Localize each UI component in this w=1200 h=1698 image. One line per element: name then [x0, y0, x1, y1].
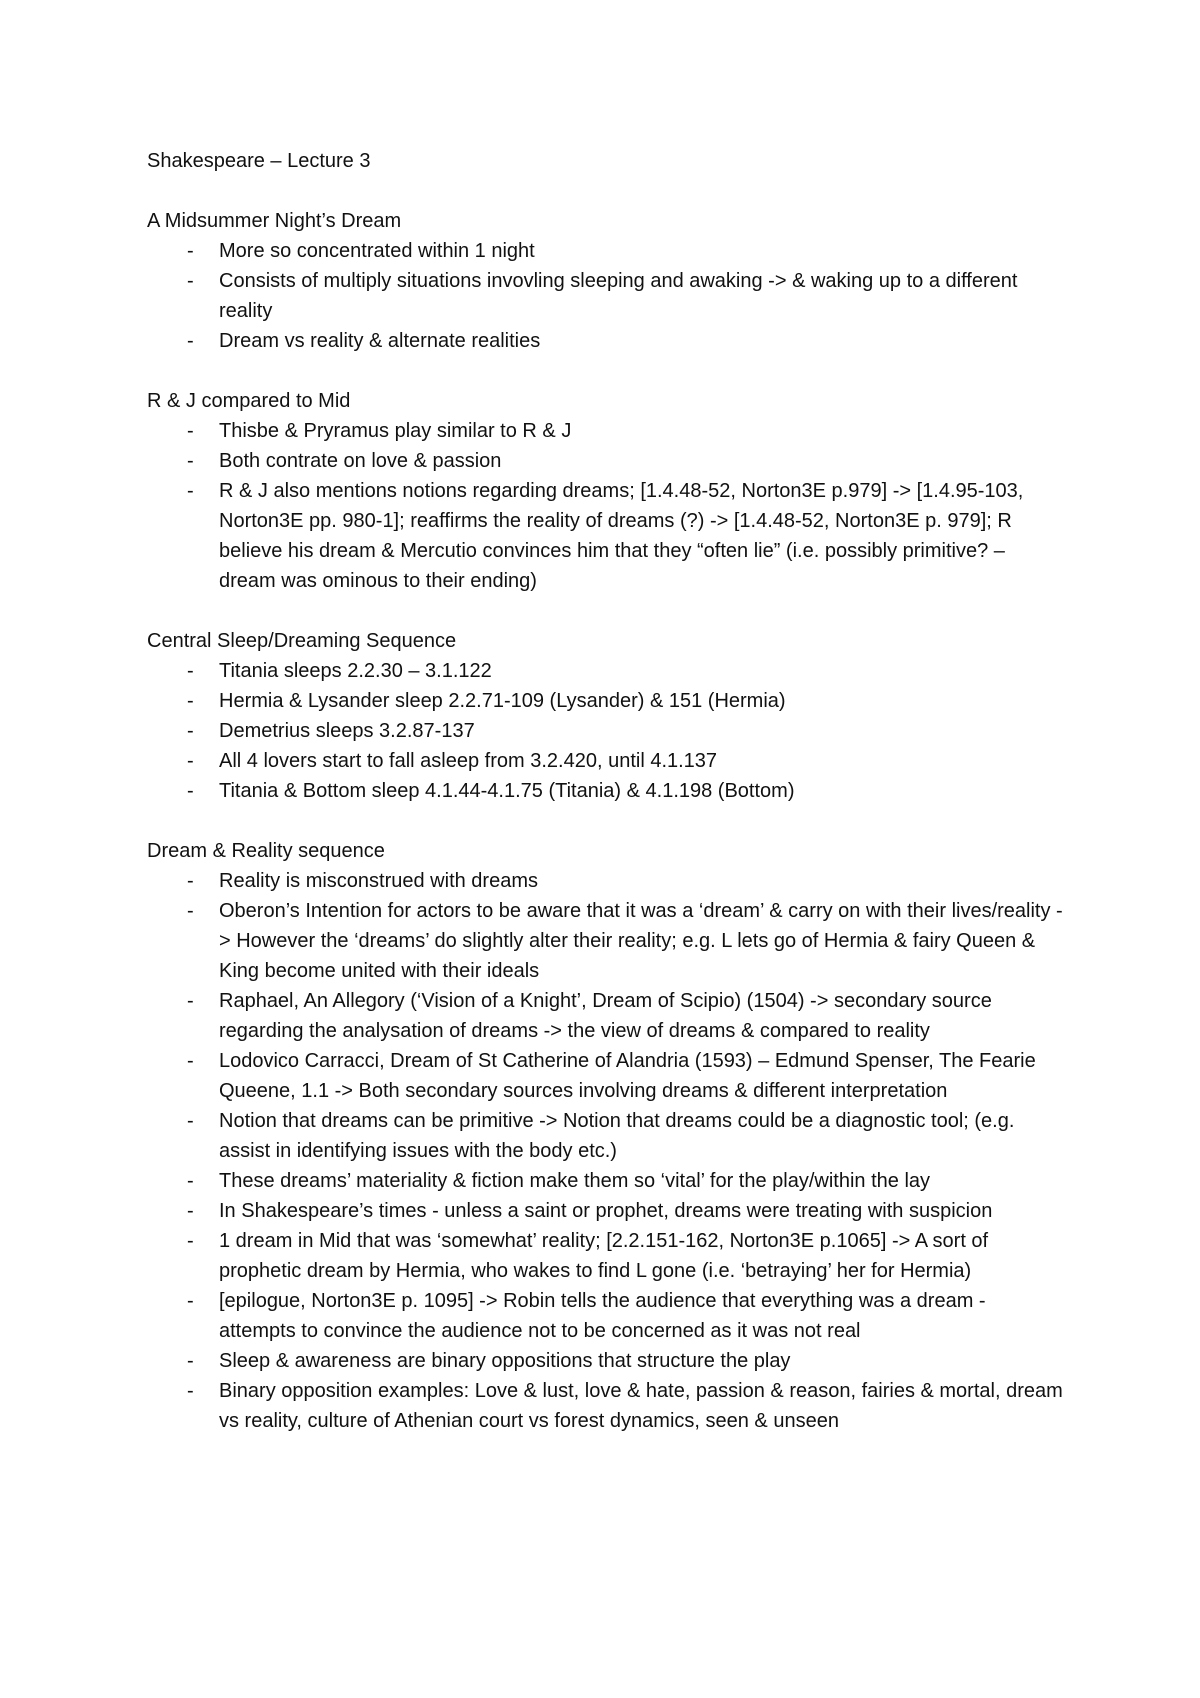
- list-item: [147, 746, 1067, 776]
- bullet-dash: -: [187, 240, 194, 262]
- bullet-list: [147, 656, 1067, 806]
- list-item: [147, 236, 1067, 266]
- list-item: [147, 1226, 1067, 1286]
- list-item: [147, 1196, 1067, 1226]
- list-item: [147, 446, 1067, 476]
- bullet-dash: -: [187, 720, 194, 742]
- list-item: [147, 1166, 1067, 1196]
- bullet-dash: -: [187, 780, 194, 802]
- list-item-text: Titania & Bottom sleep 4.1.44-4.1.75 (Titania) & 4.1.198 (Bottom): [219, 780, 795, 802]
- section-heading: Central Sleep/Dreaming Sequence: [147, 630, 457, 652]
- bullet-dash: -: [187, 1290, 194, 1312]
- bullet-dash: -: [187, 1110, 194, 1132]
- bullet-dash: -: [187, 1230, 194, 1252]
- list-item-text: 1 dream in Mid that was ‘somewhat’ reality; [2.2.151-162, Norton3E p.1065] -> A sort of prophetic dream by Hermia, who wakes to find L gone (i.e. ‘betraying’ her for Hermia): [219, 1230, 989, 1282]
- bullet-list: [147, 236, 1067, 356]
- list-item-text: Titania sleeps 2.2.30 – 3.1.122: [219, 660, 492, 682]
- list-item-text: Hermia & Lysander sleep 2.2.71-109 (Lysander) & 151 (Hermia): [219, 690, 786, 712]
- bullet-dash: -: [187, 480, 194, 502]
- bullet-dash: -: [187, 420, 194, 442]
- bullet-dash: -: [187, 1170, 194, 1192]
- list-item: [147, 416, 1067, 446]
- bullet-dash: -: [187, 690, 194, 712]
- bullet-dash: -: [187, 1050, 194, 1072]
- document-page: [147, 146, 1067, 1436]
- bullet-dash: -: [187, 270, 194, 292]
- list-item-text: All 4 lovers start to fall asleep from 3.2.420, until 4.1.137: [219, 750, 718, 772]
- bullet-list: [147, 866, 1067, 1436]
- bullet-dash: -: [187, 1380, 194, 1402]
- list-item: [147, 896, 1067, 986]
- list-item-text: Dream vs reality & alternate realities: [219, 330, 541, 352]
- list-item-text: [epilogue, Norton3E p. 1095] -> Robin tells the audience that everything was a dream - attempts to convince the audience not to be concerned as it was not real: [219, 1290, 986, 1342]
- list-item-text: In Shakespeare’s times - unless a saint or prophet, dreams were treating with suspicion: [219, 1200, 993, 1222]
- list-item: [147, 866, 1067, 896]
- list-item-text: R & J also mentions notions regarding dreams; [1.4.48-52, Norton3E p.979] -> [1.4.95-103, Norton3E pp. 980-1]; reaffirms the reality of dreams (?) -> [1.4.48-52, Norton3E p. 979]; R believe his dream & Mercutio convinces him that they “often lie” (i.e. possibly primitive? – dream was ominous to their ending): [219, 480, 1024, 592]
- list-item-text: Oberon’s Intention for actors to be aware that it was a ‘dream’ & carry on with their lives/reality -> However the ‘dreams’ do slightly alter their reality; e.g. L lets go of Hermia & fairy Queen & King become united with their ideals: [219, 900, 1063, 982]
- bullet-dash: -: [187, 450, 194, 472]
- section-central-sleep: [147, 626, 1067, 806]
- list-item: [147, 1346, 1067, 1376]
- list-item-text: These dreams’ materiality & fiction make them so ‘vital’ for the play/within the lay: [219, 1170, 931, 1192]
- section-heading: R & J compared to Mid: [147, 390, 351, 412]
- list-item: [147, 986, 1067, 1046]
- list-item-text: Both contrate on love & passion: [219, 450, 502, 472]
- list-item: [147, 656, 1067, 686]
- list-item-text: More so concentrated within 1 night: [219, 240, 535, 262]
- bullet-dash: -: [187, 660, 194, 682]
- bullet-dash: -: [187, 900, 194, 922]
- section-midsummer: [147, 206, 1067, 356]
- section-rj-compared: [147, 386, 1067, 596]
- list-item: [147, 686, 1067, 716]
- bullet-dash: -: [187, 990, 194, 1012]
- list-item: [147, 776, 1067, 806]
- list-item-text: Binary opposition examples: Love & lust, love & hate, passion & reason, fairies & mortal, dream vs reality, culture of Athenian court vs forest dynamics, seen & unseen: [219, 1380, 1063, 1432]
- list-item-text: Thisbe & Pryramus play similar to R & J: [219, 420, 572, 442]
- list-item-text: Sleep & awareness are binary oppositions that structure the play: [219, 1350, 791, 1372]
- list-item-text: Demetrius sleeps 3.2.87-137: [219, 720, 475, 742]
- bullet-dash: -: [187, 330, 194, 352]
- list-item: [147, 266, 1067, 326]
- bullet-dash: -: [187, 1350, 194, 1372]
- list-item-text: Raphael, An Allegory (‘Vision of a Knight’, Dream of Scipio) (1504) -> secondary source regarding the analysation of dreams -> the view of dreams & compared to reality: [219, 990, 992, 1042]
- section-heading: Dream & Reality sequence: [147, 840, 385, 862]
- list-item: [147, 716, 1067, 746]
- list-item-text: Consists of multiply situations invovling sleeping and awaking -> & waking up to a different reality: [219, 270, 1018, 322]
- bullet-dash: -: [187, 750, 194, 772]
- list-item: [147, 1106, 1067, 1166]
- list-item: [147, 1376, 1067, 1436]
- list-item-text: Notion that dreams can be primitive -> Notion that dreams could be a diagnostic tool; (e.g. assist in identifying issues with the body etc.): [219, 1110, 1015, 1162]
- bullet-list: [147, 416, 1067, 596]
- list-item: [147, 476, 1067, 596]
- bullet-dash: -: [187, 870, 194, 892]
- list-item-text: Reality is misconstrued with dreams: [219, 870, 538, 892]
- section-heading: A Midsummer Night’s Dream: [147, 210, 402, 232]
- section-dream-reality: [147, 836, 1067, 1436]
- list-item-text: Lodovico Carracci, Dream of St Catherine of Alandria (1593) – Edmund Spenser, The Fearie Queene, 1.1 -> Both secondary sources involving dreams & different interpretation: [219, 1050, 1036, 1102]
- list-item: [147, 1046, 1067, 1106]
- list-item: [147, 326, 1067, 356]
- document-title: Shakespeare – Lecture 3: [147, 150, 371, 172]
- bullet-dash: -: [187, 1200, 194, 1222]
- list-item: [147, 1286, 1067, 1346]
